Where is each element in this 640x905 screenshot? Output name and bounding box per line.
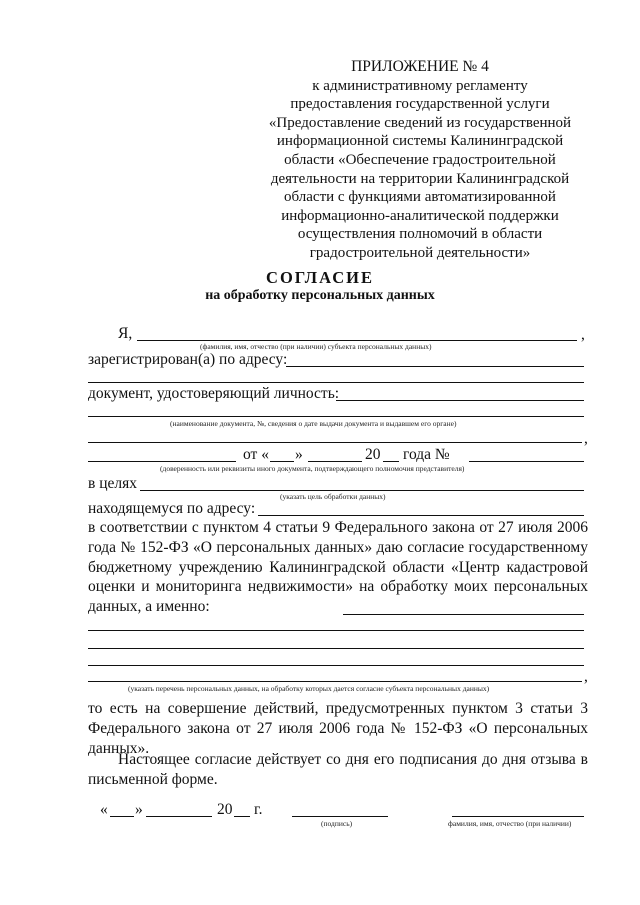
consent-title: СОГЛАСИЕ [266, 268, 374, 287]
signature-field[interactable] [292, 816, 388, 817]
appendix-line: предоставления государственной услуги [290, 96, 550, 113]
appendix-line: информационной системы Калининградской [276, 133, 564, 150]
sign-year-prefix: 20 [217, 801, 233, 818]
appendix-line: к административному регламенту [312, 77, 528, 94]
data-list-field-4[interactable] [88, 665, 584, 666]
i-label: Я, [118, 325, 133, 342]
date-close-quote: » [135, 801, 143, 818]
located-field[interactable] [258, 515, 584, 516]
fio-caption: (фамилия, имя, отчество (при наличии) субъекта персональных данных) [200, 342, 432, 351]
signature-caption: (подпись) [321, 819, 353, 828]
sign-month-field[interactable] [146, 816, 212, 817]
proxy-caption: (доверенность или реквизиты иного документа, подтверждающего полномочия представителя) [160, 464, 465, 473]
proxy-field[interactable] [88, 461, 236, 462]
purpose-label: в целях [88, 475, 137, 492]
address-field-2[interactable] [88, 382, 584, 383]
appendix-line: области «Обеспечение градостроительной [284, 151, 556, 168]
proxy-month-field[interactable] [308, 461, 362, 462]
sign-day-field[interactable] [110, 816, 134, 817]
comma: , [584, 668, 588, 685]
id-doc-label: документ, удостоверяющий личность: [88, 385, 340, 402]
address-field-1[interactable] [286, 366, 584, 367]
appendix-line: осуществления полномочий в области [297, 226, 543, 243]
comma: , [584, 430, 588, 447]
data-list-field-3[interactable] [88, 648, 584, 649]
located-label: находящемуся по адресу: [88, 500, 256, 517]
registered-label: зарегистрирован(а) по адресу: [88, 351, 288, 368]
from-label: от « [243, 446, 269, 463]
data-list-field-5[interactable] [88, 681, 582, 682]
appendix-line: «Предоставление сведений из государственной [268, 114, 572, 131]
purpose-caption: (указать цель обработки данных) [280, 492, 386, 501]
appendix-title: ПРИЛОЖЕНИЕ № 4 [351, 58, 489, 75]
consent-subtitle: на обработку персональных данных [205, 288, 435, 303]
data-list-field-1[interactable] [343, 614, 584, 615]
quote-close: » [295, 446, 303, 463]
sign-year-suffix: г. [254, 801, 263, 818]
validity-paragraph: Настоящее согласие действует со дня его подписания до дня отзыва в письменной форме. [88, 751, 588, 788]
year-number-label: года № [403, 446, 450, 463]
id-doc-field-1[interactable] [336, 400, 584, 401]
appendix-line: информационно-аналитической поддержки [281, 207, 559, 224]
comma: , [581, 326, 585, 343]
purpose-field[interactable] [140, 490, 584, 491]
date-open-quote: « [100, 801, 108, 818]
appendix-heading [260, 58, 580, 263]
year-prefix: 20 [365, 446, 381, 463]
proxy-number-field[interactable] [469, 461, 584, 462]
sign-year-field[interactable] [234, 816, 250, 817]
fio-field[interactable] [137, 340, 577, 341]
full-name-field[interactable] [452, 816, 584, 817]
id-doc-field-2[interactable] [88, 416, 584, 417]
id-doc-field-3[interactable] [88, 442, 582, 443]
proxy-year-field[interactable] [383, 461, 399, 462]
data-list-field-2[interactable] [88, 630, 584, 631]
appendix-line: области с функциями автоматизированной [284, 189, 556, 206]
appendix-line: градостроительной деятельности» [309, 244, 531, 261]
appendix-line: деятельности на территории Калининградской [270, 170, 570, 187]
consent-paragraph: в соответствии с пунктом 4 статьи 9 Федерального закона от 27 июля 2006 года № 152-ФЗ «О персональных данных» даю согласие государственному бюджетному учреждению Калининградской области «Центр кадастровой оценки и мониторинга недвижимости» на обработку моих персональных данных, а именно: [88, 519, 588, 616]
full-name-caption: фамилия, имя, отчество (при наличии) [448, 819, 572, 828]
actions-paragraph: то есть на совершение действий, предусмотренных пунктом 3 статьи 3 Федерального закона от 27 июля 2006 года № 152-ФЗ «О персональных данных». [88, 700, 588, 757]
doc-caption: (наименование документа, №, сведения о дате выдачи документа и выдавшем его органе) [170, 419, 457, 428]
proxy-day-field[interactable] [270, 461, 294, 462]
data-list-caption: (указать перечень персональных данных, на обработку которых дается согласие субъекта персональных данных) [128, 684, 490, 693]
